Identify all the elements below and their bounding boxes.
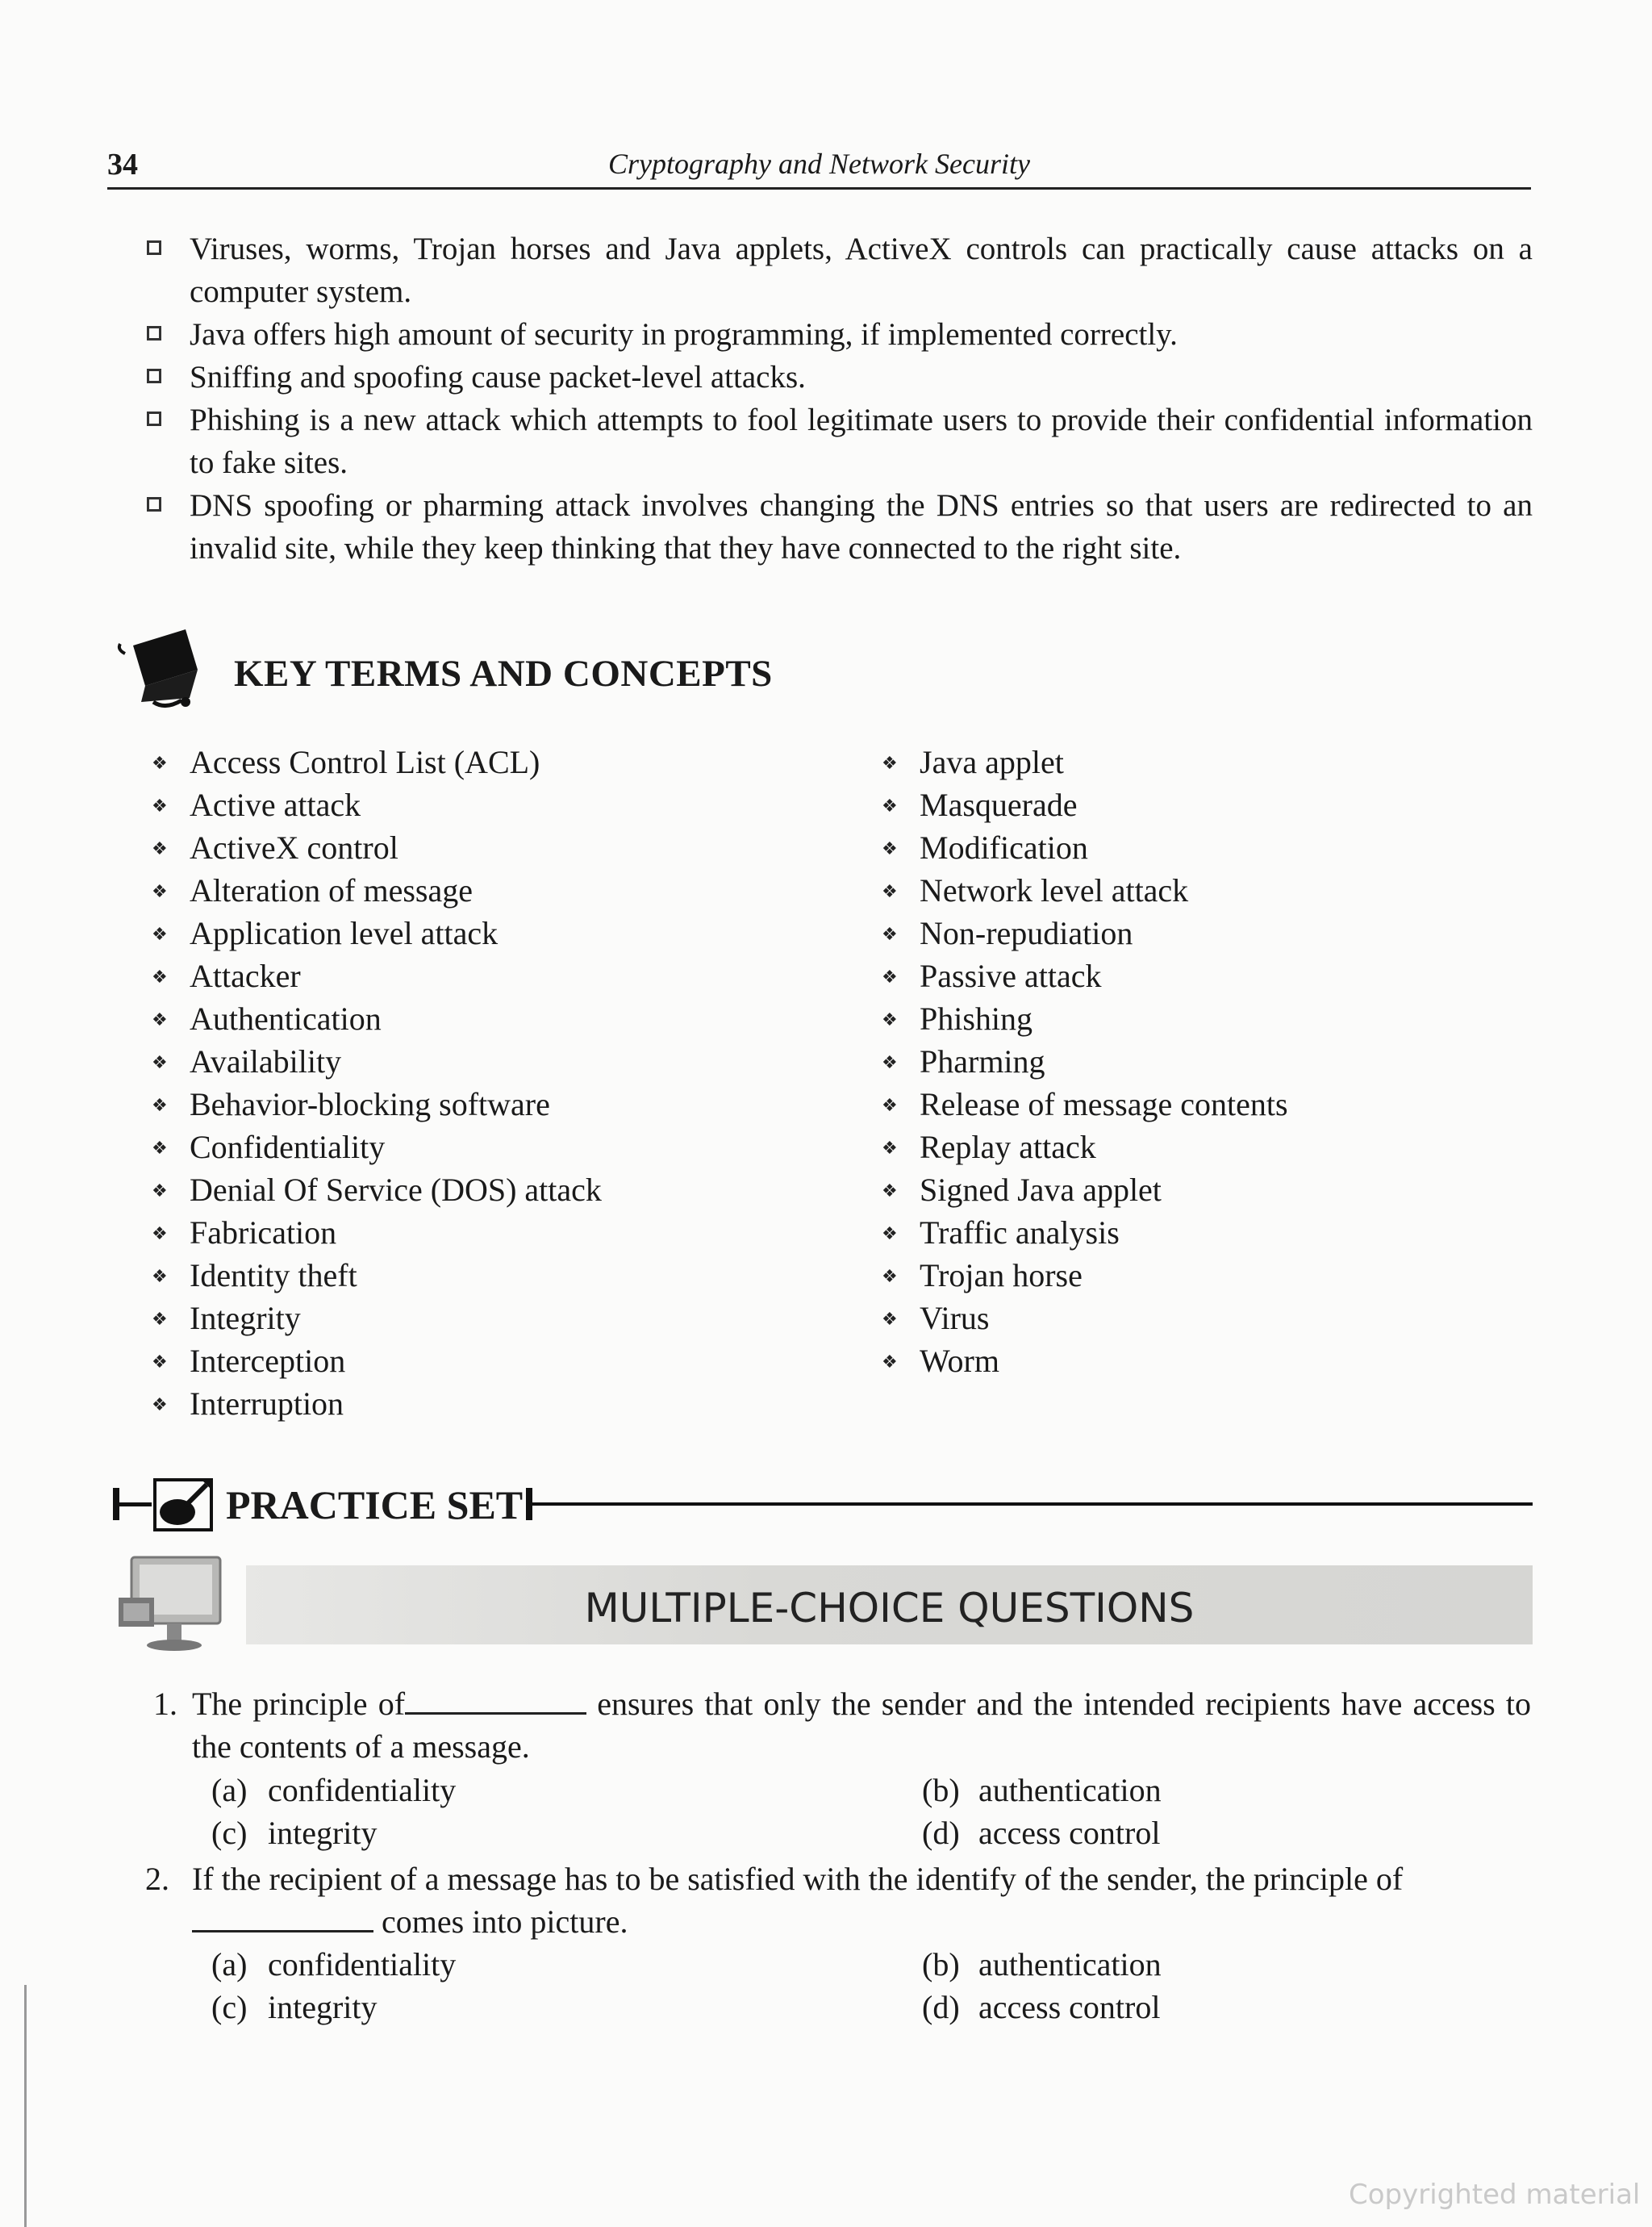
key-term [145, 869, 855, 912]
key-term-text: Interception [190, 1343, 346, 1379]
option-text: integrity [268, 1989, 378, 2025]
computer-monitor-icon [117, 1553, 230, 1654]
key-term-text: Availability [190, 1043, 342, 1080]
option-label: (a) [211, 1946, 248, 1983]
copyright-watermark: Copyrighted material [1349, 2179, 1641, 2211]
answer-option [211, 1811, 378, 1854]
key-term-text: Application level attack [190, 915, 499, 951]
running-header [107, 145, 1531, 190]
option-text: confidentiality [268, 1946, 457, 1983]
key-term [875, 912, 1521, 955]
key-term-text: Behavior-blocking software [190, 1086, 550, 1122]
key-terms-heading: KEY TERMS AND CONCEPTS [234, 653, 773, 695]
key-term-text: Alteration of message [190, 872, 473, 909]
key-term [875, 1168, 1521, 1211]
summary-item [145, 399, 1533, 484]
question-text-part: The principle of [192, 1686, 406, 1722]
key-term-text: Java applet [920, 744, 1064, 780]
diamond-bullet-icon: ❖ [152, 1223, 168, 1243]
key-term [875, 826, 1521, 869]
diamond-bullet-icon: ❖ [882, 1052, 898, 1072]
answer-option [211, 1986, 378, 2029]
key-terms-left-column [145, 741, 855, 1425]
key-term [145, 1040, 855, 1083]
key-term [875, 1083, 1521, 1126]
key-term-text: Non-repudiation [920, 915, 1133, 951]
diamond-bullet-icon: ❖ [882, 838, 898, 859]
diamond-bullet-icon: ❖ [152, 1352, 168, 1372]
scan-margin-line [24, 1985, 27, 2227]
key-term [875, 741, 1521, 783]
key-term [145, 1339, 855, 1382]
key-term [875, 1254, 1521, 1297]
key-term-text: Active attack [190, 787, 361, 823]
rule-tick [113, 1488, 119, 1520]
diamond-bullet-icon: ❖ [882, 1138, 898, 1158]
key-term [875, 1339, 1521, 1382]
answer-option [922, 1986, 1160, 2029]
diamond-bullet-icon: ❖ [882, 1309, 898, 1329]
key-term [145, 955, 855, 997]
option-label: (b) [922, 1772, 960, 1808]
square-bullet-icon [147, 240, 161, 255]
option-text: access control [978, 1815, 1161, 1851]
key-term [875, 869, 1521, 912]
mcq-heading: MULTIPLE-CHOICE QUESTIONS [584, 1585, 1195, 1632]
diamond-bullet-icon: ❖ [882, 881, 898, 901]
question-text-part: comes into picture. [382, 1903, 628, 1940]
key-term [145, 912, 855, 955]
key-term [875, 997, 1521, 1040]
key-term-text: Modification [920, 829, 1088, 866]
key-term-text: Trojan horse [920, 1257, 1083, 1293]
key-term-text: Worm [920, 1343, 999, 1379]
option-text: authentication [978, 1946, 1162, 1983]
question-number: 2. [145, 1861, 169, 1897]
key-term [875, 955, 1521, 997]
diamond-bullet-icon: ❖ [152, 1052, 168, 1072]
diamond-bullet-icon: ❖ [882, 1180, 898, 1201]
running-title: Cryptography and Network Security [608, 148, 1030, 180]
key-term [145, 997, 855, 1040]
option-text: integrity [268, 1815, 378, 1851]
summary-item [145, 228, 1533, 313]
diamond-bullet-icon: ❖ [882, 1223, 898, 1243]
key-term [145, 1083, 855, 1126]
diamond-bullet-icon: ❖ [882, 1352, 898, 1372]
diamond-bullet-icon: ❖ [152, 967, 168, 987]
diamond-bullet-icon: ❖ [152, 1095, 168, 1115]
answer-option [922, 1769, 1162, 1811]
key-term [145, 1254, 855, 1297]
key-term-text: Attacker [190, 958, 301, 994]
answer-option [211, 1769, 456, 1811]
key-term-text: Signed Java applet [920, 1172, 1162, 1208]
key-term-text: Denial Of Service (DOS) attack [190, 1172, 602, 1208]
answer-blank [192, 1925, 373, 1932]
question-text-part: ensures that only the sender and the intended recipients have access to the contents of a message. [192, 1686, 1531, 1765]
key-term [145, 1211, 855, 1254]
key-term-text: Authentication [190, 1001, 382, 1037]
option-text: access control [978, 1989, 1161, 2025]
diamond-bullet-icon: ❖ [882, 753, 898, 773]
option-label: (b) [922, 1946, 960, 1983]
key-term [875, 1126, 1521, 1168]
diamond-bullet-icon: ❖ [152, 1309, 168, 1329]
diamond-bullet-icon: ❖ [152, 838, 168, 859]
option-label: (d) [922, 1989, 960, 2025]
key-term [145, 1382, 855, 1425]
key-term-text: Masquerade [920, 787, 1078, 823]
question-number: 1. [153, 1686, 177, 1722]
diamond-bullet-icon: ❖ [152, 924, 168, 944]
summary-item [145, 356, 1533, 399]
option-label: (d) [922, 1815, 960, 1851]
key-term-text: Pharming [920, 1043, 1045, 1080]
key-term [875, 1040, 1521, 1083]
diamond-bullet-icon: ❖ [152, 1266, 168, 1286]
rule-line [119, 1502, 152, 1506]
key-term-text: Integrity [190, 1300, 301, 1336]
key-term-text: Replay attack [920, 1129, 1096, 1165]
diamond-bullet-icon: ❖ [152, 796, 168, 816]
key-term-text: Virus [920, 1300, 990, 1336]
question-text-part: If the recipient of a message has to be satisfied with the identify of the sender, the principle of [192, 1861, 1404, 1897]
key-term-text: Identity theft [190, 1257, 357, 1293]
diamond-bullet-icon: ❖ [882, 924, 898, 944]
square-bullet-icon [147, 369, 161, 383]
diamond-bullet-icon: ❖ [152, 1180, 168, 1201]
answer-option [922, 1811, 1160, 1854]
square-bullet-icon [147, 497, 161, 512]
summary-item-text: Java offers high amount of security in programming, if implemented correctly. [190, 317, 1178, 352]
key-term [875, 1297, 1521, 1339]
key-term-text: Access Control List (ACL) [190, 744, 540, 780]
key-term [875, 1211, 1521, 1254]
summary-item-text: Phishing is a new attack which attempts to fool legitimate users to provide their confidential information to fake sites. [190, 403, 1533, 480]
square-bullet-icon [147, 326, 161, 341]
summary-item [145, 484, 1533, 570]
key-term [145, 826, 855, 869]
option-label: (a) [211, 1772, 248, 1808]
practice-set-bar [113, 1477, 1533, 1533]
key-term [145, 1126, 855, 1168]
key-term-text: Phishing [920, 1001, 1033, 1037]
rule-tick [526, 1488, 532, 1520]
pencil-hand-icon [153, 1477, 215, 1533]
key-term-text: Fabrication [190, 1214, 337, 1251]
diamond-bullet-icon: ❖ [882, 1266, 898, 1286]
answer-option [922, 1943, 1162, 1986]
question-text [192, 1682, 1531, 1768]
summary-item [145, 313, 1533, 356]
key-term [145, 1168, 855, 1211]
diamond-bullet-icon: ❖ [882, 967, 898, 987]
key-term-text: ActiveX control [190, 829, 398, 866]
diamond-bullet-icon: ❖ [152, 1009, 168, 1030]
key-term-text: Release of message contents [920, 1086, 1288, 1122]
key-term-text: Passive attack [920, 958, 1102, 994]
summary-item-text: Sniffing and spoofing cause packet-level attacks. [190, 360, 806, 395]
option-label: (c) [211, 1989, 248, 2025]
question-text [192, 1857, 1531, 1943]
diamond-bullet-icon: ❖ [152, 1394, 168, 1414]
mcq-heading-band [246, 1565, 1533, 1644]
key-term [875, 783, 1521, 826]
summary-item-text: Viruses, worms, Trojan horses and Java applets, ActiveX controls can practically cause attacks on a computer system. [190, 232, 1533, 309]
key-term-text: Network level attack [920, 872, 1189, 909]
answer-option [211, 1943, 456, 1986]
square-bullet-icon [147, 412, 161, 426]
diamond-bullet-icon: ❖ [152, 1138, 168, 1158]
diamond-bullet-icon: ❖ [882, 796, 898, 816]
key-term-text: Confidentiality [190, 1129, 386, 1165]
diamond-bullet-icon: ❖ [882, 1009, 898, 1030]
page-number: 34 [107, 148, 138, 182]
answer-blank [405, 1707, 586, 1715]
rule-line [532, 1502, 1533, 1506]
key-term [145, 783, 855, 826]
graduation-cap-icon [109, 621, 206, 718]
key-term [145, 1297, 855, 1339]
key-term-text: Interruption [190, 1385, 344, 1422]
option-label: (c) [211, 1815, 248, 1851]
option-text: confidentiality [268, 1772, 457, 1808]
option-text: authentication [978, 1772, 1162, 1808]
summary-item-text: DNS spoofing or pharming attack involves changing the DNS entries so that users are redirected to an invalid site, while they keep thinking that they have connected to the right site. [190, 488, 1533, 566]
diamond-bullet-icon: ❖ [152, 881, 168, 901]
key-term [145, 741, 855, 783]
practice-set-heading: PRACTICE SET [226, 1482, 524, 1527]
summary-list [145, 228, 1533, 570]
diamond-bullet-icon: ❖ [882, 1095, 898, 1115]
diamond-bullet-icon: ❖ [152, 753, 168, 773]
key-terms-right-column [875, 741, 1521, 1382]
key-term-text: Traffic analysis [920, 1214, 1120, 1251]
